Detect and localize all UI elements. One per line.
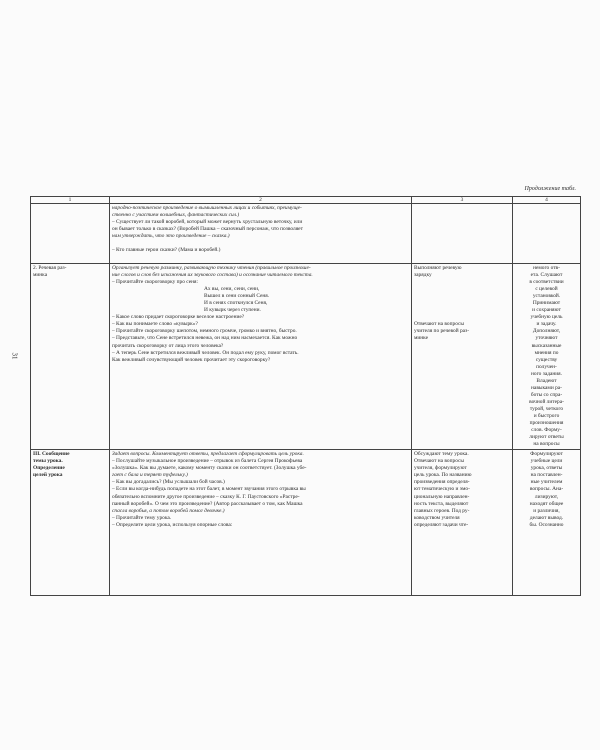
text-line: ного задания.	[531, 370, 562, 377]
text-line: ственно с участием волшебных, фантастических сил.)	[112, 212, 240, 219]
text-line: Формулируют	[530, 451, 563, 458]
text-line: ководством учителя	[414, 514, 460, 521]
lesson-table	[30, 196, 581, 596]
text-line: лизируют,	[534, 493, 559, 500]
text-line: Ах вы, сени, сени, сени,	[204, 286, 260, 293]
text-line: высказанные	[531, 342, 562, 349]
text-line: Вышел в сени сонный Сеня.	[204, 293, 270, 300]
text-line: панный воробей». О чем это произведение? (Автор рассказывает о том, как Машка	[112, 500, 303, 507]
text-line: – Как вы понимаете слово «кувырк»?	[112, 321, 198, 328]
table-header-row	[31, 197, 581, 204]
text-line: ета. Слушают	[530, 272, 563, 279]
text-line: он бывает только в сказках? (Воробей Пашка – сказочный персонаж, что позволяет	[112, 226, 303, 233]
text-line: И в сенях споткнулся Сеня,	[204, 300, 268, 307]
text-line: бы. Осознанно	[529, 521, 564, 528]
continuation-label: Продолжение табл.	[524, 186, 576, 192]
student-activity-cell	[412, 204, 513, 264]
text-line: существу	[535, 356, 558, 363]
results-cell	[513, 450, 581, 596]
text-line: установкой.	[532, 293, 561, 300]
text-line: – Существует ли такой воробей, который может вернуть хрустальную веточку, или	[112, 219, 303, 226]
text-line: – Какое слово придает скороговорке веселое настроение?	[112, 314, 245, 321]
text-line: нам утверждать, что это произведение – сказка.)	[112, 233, 230, 240]
text-line: получен-	[536, 363, 557, 370]
text-line: вочной литера-	[529, 398, 564, 405]
content-cell	[110, 204, 412, 264]
text-line: Обсуждают тему урока.	[414, 451, 469, 458]
text-line: учителя, формулируют	[414, 465, 467, 472]
text-line: – Представьте, что Сене встретился невежа, он над ним насмехается. Как можно	[112, 335, 298, 342]
text-line: боты со спра-	[530, 391, 563, 398]
text-line: произношения	[529, 420, 564, 427]
text-line: цель урока. По названию	[414, 472, 472, 479]
text-line: III. Сообщение	[33, 451, 70, 458]
text-line: учебную цель	[530, 314, 563, 321]
text-line: целей урока	[33, 472, 63, 479]
text-line: определяют задачи чте-	[414, 521, 469, 528]
text-line: на поставлен-	[530, 472, 563, 479]
column-header: 3	[412, 197, 513, 204]
text-line: 2. Речевая раз-	[33, 265, 67, 271]
text-line: Отвечают на вопросы	[414, 458, 465, 465]
text-line: Владеют	[536, 377, 557, 384]
text-line: уточняют	[535, 335, 558, 342]
text-line: немого отв-	[533, 265, 560, 271]
text-line	[414, 314, 510, 321]
text-line: делают вывод.	[529, 514, 564, 521]
text-line: вопросы. Ана-	[529, 486, 564, 493]
text-line: турой, четкого	[529, 405, 564, 412]
text-line: и задачу.	[536, 321, 557, 328]
text-line: циональную направлен-	[414, 493, 470, 500]
text-line: Отвечают на вопросы	[414, 321, 465, 328]
text-line: в соответствии	[529, 279, 564, 286]
text-line: спасла воробья, а потом воробей помог девочке.)	[112, 507, 225, 514]
text-line: ность текста, выделяют	[414, 500, 469, 507]
text-line: учебные цели	[530, 458, 563, 465]
text-line: – Послушайте музыкальное произведение – отрывок из балета Сергея Прокофьева	[112, 458, 303, 465]
column-header: 1	[31, 197, 110, 204]
text-line: Задает вопросы. Комментирует ответы, предлагает сформулировать цель урока.	[112, 451, 304, 458]
text-line: главных героев. Под ру-	[414, 507, 470, 514]
text-line: – Прочитайте скороговорку шепотом, немного громче, громко и внятно, быстро.	[112, 328, 297, 335]
results-cell	[513, 204, 581, 264]
text-line: – А теперь Сене встретился вежливый человек. Он подал ему руку, помог встать.	[112, 349, 299, 356]
text-line: ют тематическую и эмо-	[414, 486, 470, 493]
text-line: «Золушка». Как вы думаете, какому моменту сказки он соответствует. (Золушка убе-	[112, 465, 307, 472]
text-line: слов. Форму-	[531, 427, 562, 434]
text-line: – Прочитайте скороговорку про сеня:	[112, 279, 198, 286]
text-line: И кувырк через ступени.	[204, 307, 261, 314]
text-line: прочитать скороговорку от лица этого человека?	[112, 342, 224, 349]
text-line: навыками ра-	[531, 384, 562, 391]
stage-cell	[31, 264, 110, 450]
text-line: темы урока.	[33, 458, 63, 465]
text-line: зарядку	[414, 272, 432, 279]
text-line: урока, ответы	[530, 465, 563, 472]
text-line: мнения по	[534, 349, 559, 356]
text-line: и быстрого	[533, 412, 560, 419]
text-line	[414, 300, 510, 307]
content-cell	[110, 450, 412, 596]
stage-cell	[31, 204, 110, 264]
text-line: – Как вы догадались? (Мы услышали бой часов.)	[112, 479, 225, 486]
text-line: ние слогов и слов без искажения их звукового состава) и осознание читаемого текста.	[112, 272, 313, 279]
text-line: учителя по речевой раз-	[414, 328, 469, 335]
table-row	[31, 264, 581, 450]
text-line: Организует речевую разминку, развивающую технику чтения (правильное произноше-	[112, 265, 311, 271]
text-line: на вопросы	[533, 441, 560, 448]
text-line: Как вежливый сочувствующий человек прочитает эту скороговорку?	[112, 356, 271, 363]
text-line	[414, 279, 510, 286]
text-line: обязательно вспомните другое произведение – сказку К. Г. Паустовского «Растре-	[112, 493, 300, 500]
column-header: 4	[513, 197, 581, 204]
text-line: произведения определя-	[414, 479, 470, 486]
text-line: гает с бала и теряет туфельку.)	[112, 472, 188, 479]
table-row	[31, 450, 581, 596]
text-line	[414, 286, 510, 293]
content-cell	[110, 264, 412, 450]
results-cell	[513, 264, 581, 450]
text-line: минке	[414, 335, 429, 342]
text-line: Выполняют речевую	[414, 265, 462, 271]
text-line: и сохраняют	[532, 307, 561, 314]
table-row	[31, 204, 581, 264]
stage-cell	[31, 450, 110, 596]
student-activity-cell	[412, 264, 513, 450]
text-line: с целевой	[535, 286, 558, 293]
text-line: – Если вы когда-нибудь попадете на этот балет, в момент звучания этого отрывка вы	[112, 486, 306, 493]
text-line: Принимают	[532, 300, 561, 307]
text-line: и различия,	[533, 507, 560, 514]
text-line	[414, 307, 510, 314]
page-number: 31	[10, 352, 19, 360]
text-line: находят общее	[529, 500, 564, 507]
text-line: Дополняют,	[532, 328, 561, 335]
text-line: лируют ответы	[529, 434, 564, 441]
text-line: минка	[33, 272, 48, 279]
student-activity-cell	[412, 450, 513, 596]
text-line: – Определите цели урока, используя опорные слова:	[112, 521, 233, 528]
text-line: – Прочитайте тему урока.	[112, 514, 172, 521]
column-header: 2	[110, 197, 412, 204]
text-line: народно-поэтическое произведение о вымышленных лицах и событиях, преимуще-	[112, 205, 302, 211]
text-line: Определение	[33, 465, 65, 472]
text-line: ные учителем	[530, 479, 563, 486]
text-line: – Кто главные герои сказки? (Мама и воробей.)	[112, 247, 221, 254]
text-line	[414, 293, 510, 300]
